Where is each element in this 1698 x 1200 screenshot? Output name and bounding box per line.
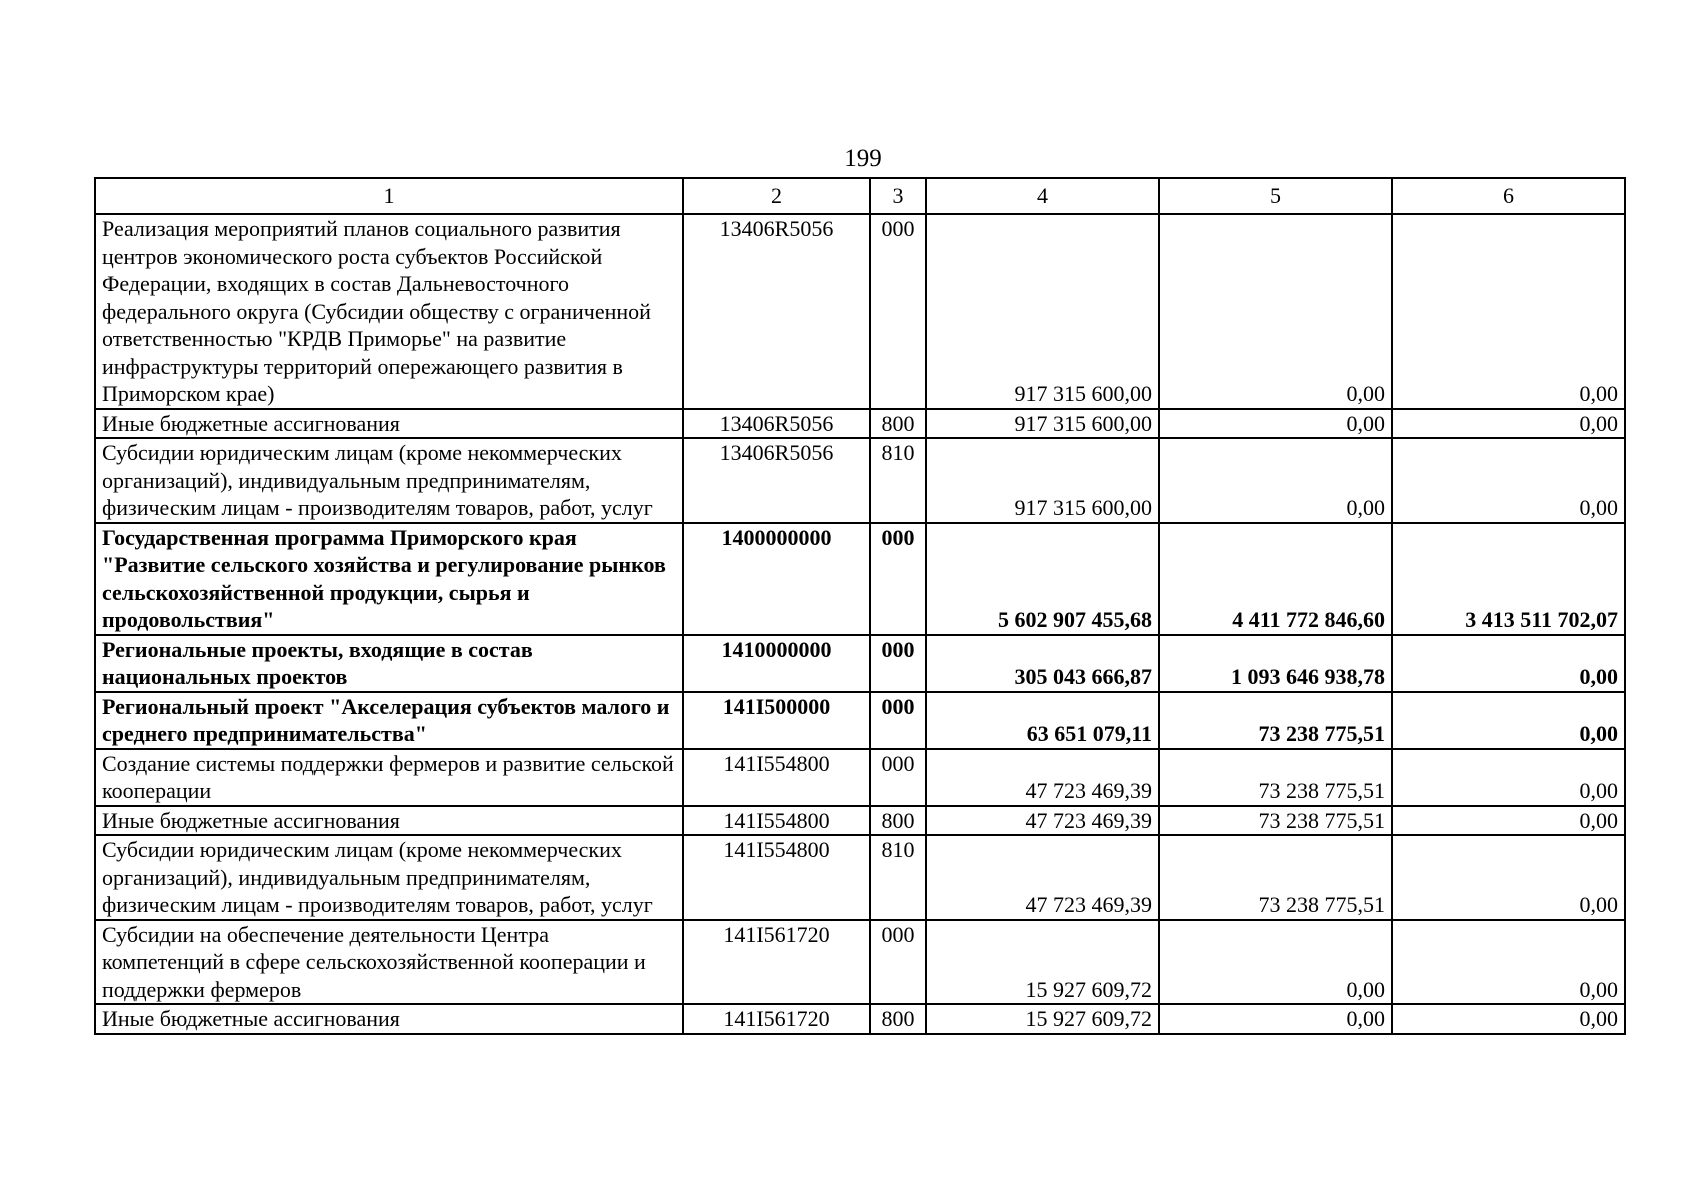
row-amount-col6: 0,00	[1392, 438, 1625, 523]
row-name: Иные бюджетные ассигнования	[95, 1004, 683, 1034]
row-expense-type: 000	[870, 635, 926, 692]
row-amount-col4: 47 723 469,39	[926, 749, 1159, 806]
row-amount-col4: 63 651 079,11	[926, 692, 1159, 749]
row-expense-type: 000	[870, 523, 926, 635]
row-amount-col5: 73 238 775,51	[1159, 749, 1392, 806]
row-amount-col5: 73 238 775,51	[1159, 835, 1392, 920]
row-amount-col5: 0,00	[1159, 920, 1392, 1005]
row-name: Региональные проекты, входящие в состав национальных проектов	[95, 635, 683, 692]
row-expense-type: 810	[870, 438, 926, 523]
row-target-code: 1410000000	[683, 635, 870, 692]
row-expense-type: 000	[870, 920, 926, 1005]
row-amount-col5: 73 238 775,51	[1159, 692, 1392, 749]
row-name: Субсидии юридическим лицам (кроме некоммерческих организаций), индивидуальным предпринимателям, физическим лицам - производителям товаров, работ, услуг	[95, 438, 683, 523]
table-row	[95, 409, 1625, 439]
row-amount-col4: 47 723 469,39	[926, 806, 1159, 836]
row-amount-col4: 917 315 600,00	[926, 409, 1159, 439]
header-row	[95, 178, 1625, 214]
row-amount-col5: 0,00	[1159, 438, 1392, 523]
table-row	[95, 806, 1625, 836]
row-name: Региональный проект "Акселерация субъектов малого и среднего предпринимательства"	[95, 692, 683, 749]
table-row	[95, 635, 1625, 692]
row-amount-col5: 4 411 772 846,60	[1159, 523, 1392, 635]
row-amount-col4: 5 602 907 455,68	[926, 523, 1159, 635]
row-target-code: 1400000000	[683, 523, 870, 635]
row-amount-col6: 0,00	[1392, 1004, 1625, 1034]
row-target-code: 141I554800	[683, 749, 870, 806]
row-name: Иные бюджетные ассигнования	[95, 409, 683, 439]
row-target-code: 141I561720	[683, 1004, 870, 1034]
table-row	[95, 523, 1625, 635]
row-amount-col5: 73 238 775,51	[1159, 806, 1392, 836]
row-expense-type: 810	[870, 835, 926, 920]
row-amount-col6: 0,00	[1392, 409, 1625, 439]
row-amount-col4: 47 723 469,39	[926, 835, 1159, 920]
row-name: Субсидии на обеспечение деятельности Центра компетенций в сфере сельскохозяйственной кооперации и поддержки фермеров	[95, 920, 683, 1005]
page-number: 199	[844, 145, 882, 172]
header-cell-2: 2	[683, 178, 870, 214]
row-amount-col6: 0,00	[1392, 835, 1625, 920]
header-cell-1: 1	[95, 178, 683, 214]
row-target-code: 13406R5056	[683, 214, 870, 409]
row-expense-type: 800	[870, 409, 926, 439]
row-amount-col4: 917 315 600,00	[926, 438, 1159, 523]
row-name: Создание системы поддержки фермеров и развитие сельской кооперации	[95, 749, 683, 806]
row-target-code: 141I554800	[683, 806, 870, 836]
table-row	[95, 835, 1625, 920]
row-amount-col5: 0,00	[1159, 1004, 1392, 1034]
table-row	[95, 692, 1625, 749]
row-amount-col5: 0,00	[1159, 214, 1392, 409]
row-amount-col6: 0,00	[1392, 806, 1625, 836]
row-target-code: 13406R5056	[683, 409, 870, 439]
row-name: Реализация мероприятий планов социального развития центров экономического роста субъектов Российской Федерации, входящих в состав Дальневосточного федерального округа (Субсидии обществу с ограниченной ответственностью "КРДВ Приморье" на развитие инфраструктуры территорий опережающего развития в Приморском крае)	[95, 214, 683, 409]
row-amount-col4: 15 927 609,72	[926, 920, 1159, 1005]
row-expense-type: 000	[870, 214, 926, 409]
row-amount-col6: 0,00	[1392, 635, 1625, 692]
table-row	[95, 749, 1625, 806]
row-target-code: 141I554800	[683, 835, 870, 920]
header-cell-6: 6	[1392, 178, 1625, 214]
table-row	[95, 438, 1625, 523]
row-expense-type: 800	[870, 806, 926, 836]
row-name: Государственная программа Приморского края "Развитие сельского хозяйства и регулирование рынков сельскохозяйственной продукции, сырья и продовольствия"	[95, 523, 683, 635]
row-expense-type: 000	[870, 749, 926, 806]
header-cell-4: 4	[926, 178, 1159, 214]
row-target-code: 13406R5056	[683, 438, 870, 523]
row-amount-col6: 0,00	[1392, 692, 1625, 749]
table-row	[95, 1004, 1625, 1034]
header-cell-3: 3	[870, 178, 926, 214]
row-name: Субсидии юридическим лицам (кроме некоммерческих организаций), индивидуальным предпринимателям, физическим лицам - производителям товаров, работ, услуг	[95, 835, 683, 920]
budget-table	[94, 177, 1626, 1035]
row-amount-col6: 0,00	[1392, 214, 1625, 409]
header-cell-5: 5	[1159, 178, 1392, 214]
row-amount-col4: 15 927 609,72	[926, 1004, 1159, 1034]
row-amount-col5: 0,00	[1159, 409, 1392, 439]
table-row	[95, 214, 1625, 409]
row-target-code: 141I500000	[683, 692, 870, 749]
row-amount-col6: 3 413 511 702,07	[1392, 523, 1625, 635]
row-amount-col6: 0,00	[1392, 920, 1625, 1005]
row-amount-col6: 0,00	[1392, 749, 1625, 806]
row-amount-col4: 305 043 666,87	[926, 635, 1159, 692]
row-amount-col4: 917 315 600,00	[926, 214, 1159, 409]
row-amount-col5: 1 093 646 938,78	[1159, 635, 1392, 692]
row-expense-type: 800	[870, 1004, 926, 1034]
row-target-code: 141I561720	[683, 920, 870, 1005]
table-row	[95, 920, 1625, 1005]
row-expense-type: 000	[870, 692, 926, 749]
row-name: Иные бюджетные ассигнования	[95, 806, 683, 836]
